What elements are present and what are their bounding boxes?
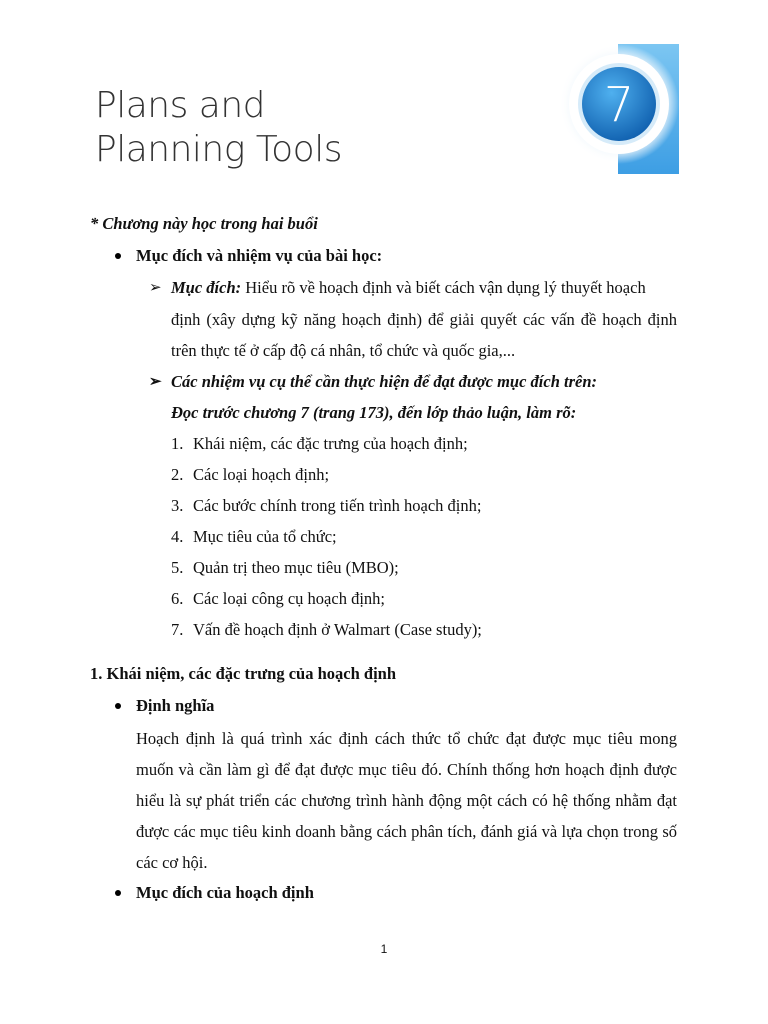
list-item: 1. Khái niệm, các đặc trưng của hoạch định; (171, 434, 468, 453)
purpose-heading: Mục đích và nhiệm vụ của bài học: (136, 246, 383, 265)
page-number: 1 (380, 942, 388, 956)
list-item: 2. Các loại hoạch định; (171, 465, 330, 484)
bullet-dot (115, 890, 121, 896)
intro-note: * Chương này học trong hai buổi (90, 214, 318, 233)
chapter-title-line2: Planning Tools (95, 129, 342, 170)
list-item: 5. Quản trị theo mục tiêu (MBO); (171, 558, 399, 577)
list-item: 4. Mục tiêu của tổ chức; (171, 527, 337, 546)
arrow-bullet-icon: ➢ (149, 374, 162, 390)
definition-paragraph: Hoạch định là quá trình xác định cách thức tổ chức đạt được mục tiêu mong muốn và cần làm gì để đạt được mục tiêu đó. Chính thống hơn hoạch định được hiểu là sự phát triển các chương trình hành động một cách có hệ thống nhằm đạt được các mục tiêu kinh doanh bằng cách phân tích, đánh giá và lựa chọn trong số các cơ hội. (136, 729, 677, 872)
arrow-bullet-icon: ➢ (149, 280, 162, 296)
list-item: 3. Các bước chính trong tiến trình hoạch định; (171, 496, 482, 515)
purpose-of-planning-heading: Mục đích của hoạch định (136, 883, 314, 902)
definition-heading: Định nghĩa (136, 696, 215, 715)
purpose-line1 (171, 278, 646, 298)
tasks-reading: Đọc trước chương 7 (trang 173), đến lớp thảo luận, làm rõ: (171, 403, 577, 422)
purpose-label: Mục đích: (171, 278, 242, 297)
section-heading: 1. Khái niệm, các đặc trưng của hoạch định (90, 664, 397, 683)
chapter-number: 7 (603, 77, 635, 133)
purpose-text-line1: Hiểu rõ về hoạch định và biết cách vận dụng lý thuyết hoạch (245, 278, 646, 297)
tasks-heading: Các nhiệm vụ cụ thể cần thực hiện để đạt được mục đích trên: (171, 372, 598, 391)
list-item: 6. Các loại công cụ hoạch định; (171, 589, 385, 608)
purpose-text-rest: định (xây dựng kỹ năng hoạch định) để giải quyết các vấn đề hoạch định trên thực tế ở cấp độ cá nhân, tổ chức và quốc gia,... (171, 310, 677, 360)
chapter-title (95, 84, 342, 172)
chapter-title-line1: Plans and (95, 85, 266, 126)
bullet-dot (115, 703, 121, 709)
bullet-dot (115, 253, 121, 259)
chapter-number-badge (555, 44, 679, 174)
list-item: 7. Vấn đề hoạch định ở Walmart (Case study); (171, 620, 482, 639)
